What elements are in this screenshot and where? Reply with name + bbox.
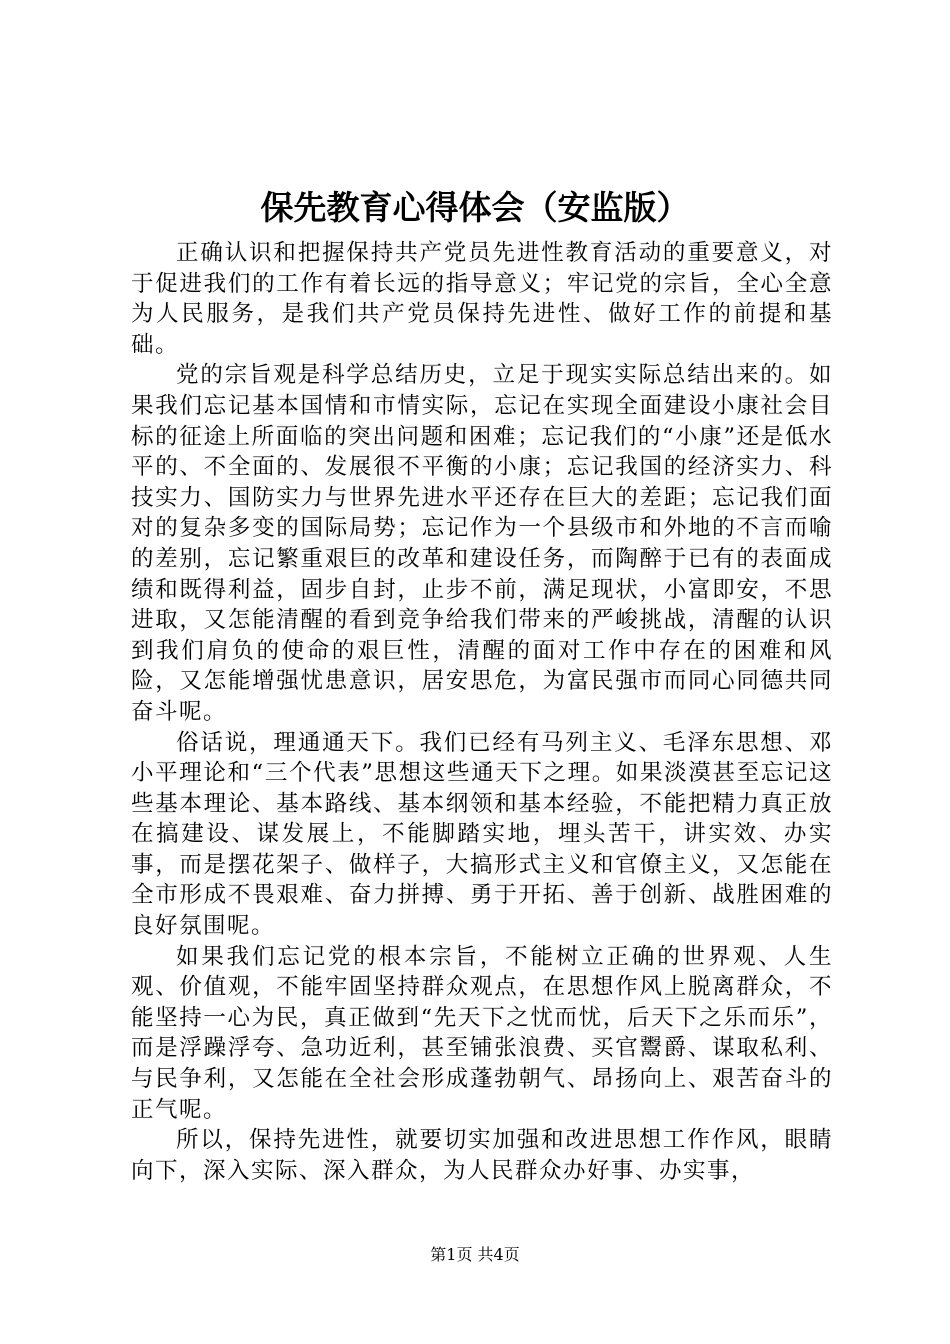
paragraph-1: 正确认识和把握保持共产党员先进性教育活动的重要意义，对于促进我们的工作有着长远的指导意义；牢记党的宗旨，全心全意为人民服务，是我们共产党员保持先进性、做好工作的前提和基础。 [131,240,833,358]
paragraph-4: 如果我们忘记党的根本宗旨，不能树立正确的世界观、人生观、价值观，不能牢固坚持群众观点，在思想作风上脱离群众，不能坚持一心为民，真正做到“先天下之忧而忧，后天下之乐而乐”，而是浮躁浮夸、急功近利，甚至铺张浪费、买官鬻爵、谋取私利、与民争利，又怎能在全社会形成蓬勃朝气、昂扬向上、艰苦奋斗的正气呢。 [131,943,833,1123]
paragraph-3: 俗话说，理通通天下。我们已经有马列主义、毛泽东思想、邓小平理论和“三个代表”思想这些通天下之理。如果淡漠甚至忘记这些基本理论、基本路线、基本纲领和基本经验，不能把精力真正放在搞建设、谋发展上，不能脚踏实地，埋头苦干，讲实效、办实事，而是摆花架子、做样子，大搞形式主义和官僚主义，又怎能在全市形成不畏艰难、奋力拼搏、勇于开拓、善于创新、战胜困难的良好氛围呢。 [131,729,833,940]
paragraph-5: 所以，保持先进性，就要切实加强和改进思想工作作风，眼睛向下，深入实际、深入群众，为人民群众办好事、办实事， [131,1127,833,1184]
document-body [131,238,833,1186]
paragraph-2: 党的宗旨观是科学总结历史，立足于现实实际总结出来的。如果我们忘记基本国情和市情实际，忘记在实现全面建设小康社会目标的征途上所面临的突出问题和困难；忘记我们的“小康”还是低水平的、不全面的、发展很不平衡的小康；忘记我国的经济实力、科技实力、国防实力与世界先进水平还存在巨大的差距；忘记我们面对的复杂多变的国际局势；忘记作为一个县级市和外地的不言而喻的差别，忘记繁重艰巨的改革和建设任务，而陶醉于已有的表面成绩和既得利益，固步自封，止步不前，满足现状，小富即安，不思进取，又怎能清醒的看到竞争给我们带来的严峻挑战，清醒的认识到我们肩负的使命的艰巨性，清醒的面对工作中存在的困难和风险，又怎能增强忧患意识，居安思危，为富民强市而同心同德共同奋斗呢。 [131,362,833,725]
document-title: 保先教育心得体会（安监版） [260,188,690,227]
page-footer: 第1页 共4页 [430,1245,520,1264]
